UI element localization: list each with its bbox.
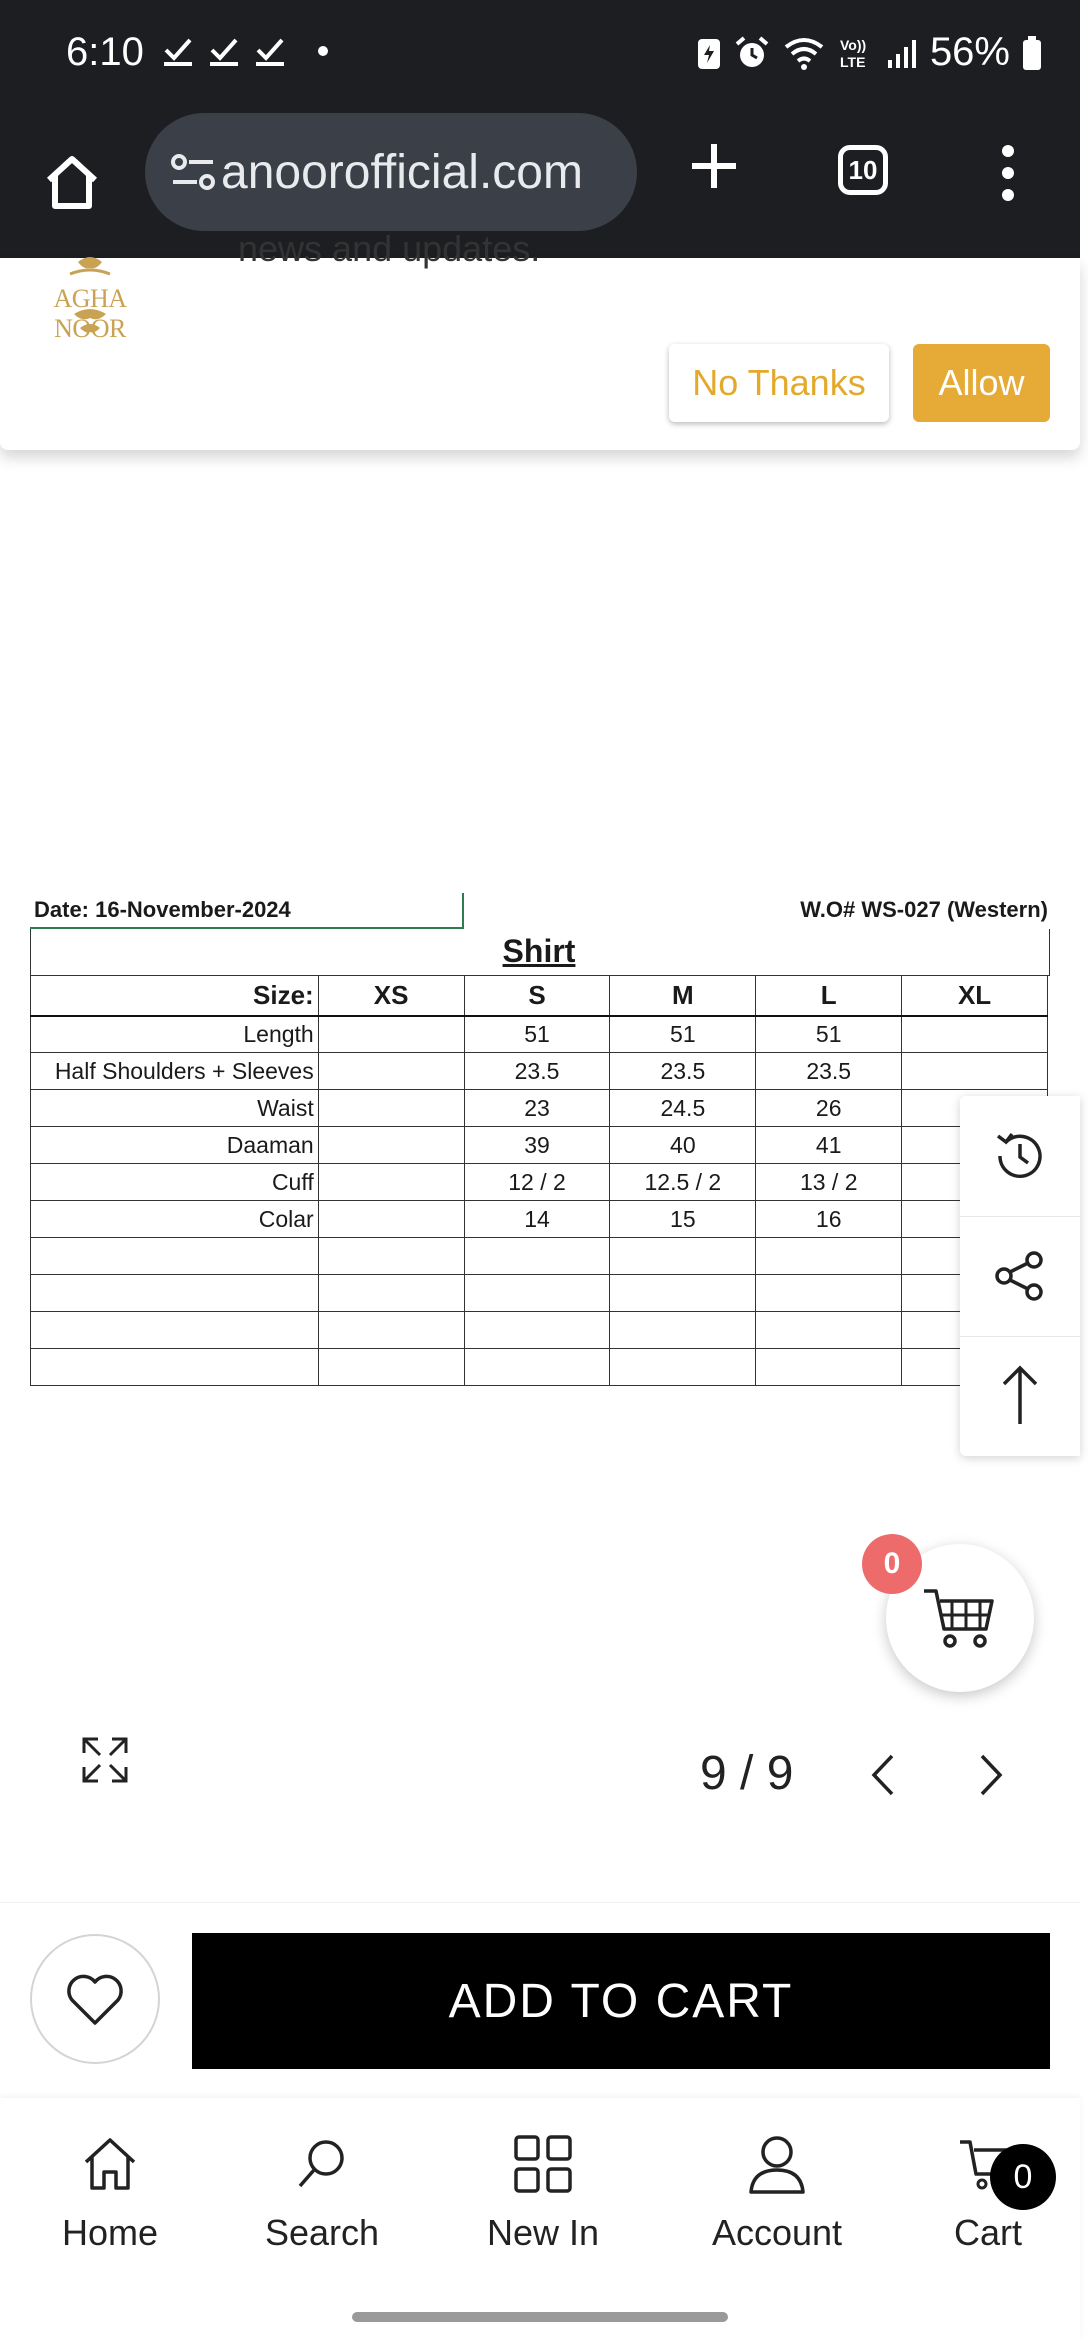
table-row [31,1164,1048,1201]
measurement-label [31,1275,319,1312]
size-header-cell: M [610,976,756,1016]
alarm-icon [734,35,770,71]
table-cell [318,1201,464,1238]
table-cell: 12.5 / 2 [610,1164,756,1201]
table-cell [610,1238,756,1275]
table-cell [464,1349,610,1386]
battery-saver-icon [696,35,722,71]
nav-new-in[interactable] [443,2134,643,2254]
table-cell [756,1238,902,1275]
size-header-cell: S [464,976,610,1016]
table-cell: 13 / 2 [756,1164,902,1201]
table-cell [902,1053,1048,1090]
user-icon [747,2134,807,2194]
table-cell: 40 [610,1127,756,1164]
table-cell: 26 [756,1090,902,1127]
measurement-label [31,1238,319,1275]
size-header-row [31,976,1048,1016]
expand-icon[interactable] [80,1735,130,1785]
gesture-navigation-bar[interactable] [352,2312,728,2322]
share-icon [992,1248,1048,1304]
floating-tools [960,1096,1080,1456]
share-button[interactable] [960,1216,1080,1337]
table-cell [902,1016,1048,1053]
check-notification-icon [208,36,240,66]
more-notifications-dot-icon [318,46,328,56]
push-prompt-text: news and updates. [238,228,541,269]
nav-label: Home [61,2212,159,2253]
url-text: anoorofficial.com [221,145,583,199]
table-cell: 39 [464,1127,610,1164]
table-cell: 51 [756,1016,902,1053]
svg-text:Vo)): Vo)) [839,36,867,53]
table-cell [318,1053,464,1090]
wifi-icon [782,35,826,71]
measurement-label: Daaman [31,1127,319,1164]
nav-label: Cart [953,2212,1022,2253]
system-status [696,30,1042,75]
table-cell: 41 [756,1127,902,1164]
measurement-label: Half Shoulders + Sleeves [31,1053,319,1090]
browser-home-button[interactable] [40,140,104,224]
table-cell [464,1312,610,1349]
size-chart-table [30,975,1048,1386]
grid-icon [513,2134,573,2194]
size-header-label: Size: [31,976,319,1016]
table-cell [318,1238,464,1275]
cell-selection-line [462,893,464,929]
table-cell: 51 [464,1016,610,1053]
size-chart-work-order: W.O# WS-027 (Western) [800,897,1048,922]
table-cell: 15 [610,1201,756,1238]
size-header-cell: XS [318,976,464,1016]
nav-home[interactable] [10,2134,210,2254]
notification-icons [162,36,328,66]
nav-label: Account [711,2212,843,2253]
wishlist-button[interactable] [30,1934,160,2064]
table-row [31,1053,1048,1090]
empty-table-row [31,1349,1048,1386]
allow-button[interactable]: Allow [913,344,1050,422]
site-settings-icon[interactable] [169,152,217,192]
tab-switcher-button[interactable]: 10 [838,145,888,195]
table-cell: 23.5 [464,1053,610,1090]
table-cell [756,1275,902,1312]
push-notification-prompt [0,228,1080,450]
table-cell [318,1090,464,1127]
home-icon [43,154,101,210]
address-bar[interactable] [145,113,637,231]
table-cell [756,1349,902,1386]
size-chart-image [30,893,1048,1411]
add-to-cart-button[interactable]: ADD TO CART [192,1933,1050,2069]
recently-viewed-button[interactable] [960,1096,1080,1217]
cart-icon [922,1585,998,1651]
empty-table-row [31,1275,1048,1312]
add-to-cart-bar [0,1902,1080,2099]
battery-icon [1022,36,1042,70]
table-cell: 12 / 2 [464,1164,610,1201]
search-icon [292,2134,352,2194]
table-cell [318,1275,464,1312]
status-bar [0,0,1080,110]
empty-table-row [31,1312,1048,1349]
table-cell: 23.5 [610,1053,756,1090]
new-tab-icon[interactable] [688,140,740,192]
table-cell [610,1349,756,1386]
volte-icon [838,35,874,71]
scroll-to-top-button[interactable] [960,1336,1080,1456]
nav-cart[interactable] [888,2134,1088,2254]
size-header-cell: XL [902,976,1048,1016]
logo-text: AGHA NOOR [53,284,127,343]
signal-icon [886,38,918,68]
table-cell: 16 [756,1201,902,1238]
table-cell: 23.5 [756,1053,902,1090]
measurement-label: Colar [31,1201,319,1238]
size-header-cell: L [756,976,902,1016]
chevron-left-icon[interactable] [866,1750,902,1800]
table-cell [318,1127,464,1164]
check-notification-icon [162,36,194,66]
nav-label: Search [264,2212,380,2253]
chevron-right-icon[interactable] [972,1750,1008,1800]
size-chart-title: Shirt [502,933,576,969]
history-icon [990,1126,1050,1186]
gallery-pager: 9 / 9 [700,1747,794,1800]
nav-label: New In [486,2212,600,2253]
table-row [31,1127,1048,1164]
measurement-label: Cuff [31,1164,319,1201]
table-cell [464,1238,610,1275]
table-cell [610,1275,756,1312]
table-cell: 14 [464,1201,610,1238]
table-cell [318,1016,464,1053]
table-cell: 51 [610,1016,756,1053]
bottom-navigation [0,2098,1080,2340]
home-icon [80,2134,140,2194]
table-row [31,1016,1048,1053]
heart-icon [64,1971,126,2027]
table-cell [318,1349,464,1386]
table-row [31,1090,1048,1127]
table-cell [464,1275,610,1312]
measurement-label: Waist [31,1090,319,1127]
nav-search[interactable] [222,2134,422,2254]
no-thanks-button[interactable]: No Thanks [669,344,889,422]
table-cell [756,1312,902,1349]
measurement-label [31,1312,319,1349]
measurement-label: Length [31,1016,319,1053]
nav-account[interactable] [677,2134,877,2254]
size-chart-date: Date: 16-November-2024 [34,897,291,922]
status-time: 6:10 [66,30,144,74]
floating-cart-count-badge: 0 [862,1534,922,1594]
check-notification-icon [254,36,286,66]
table-cell [318,1164,464,1201]
empty-table-row [31,1238,1048,1275]
svg-text:LTE: LTE [839,53,866,70]
measurement-label [31,1349,319,1386]
cart-count-badge: 0 [990,2144,1056,2210]
browser-menu-icon[interactable] [998,145,1018,201]
table-cell [318,1312,464,1349]
battery-percent: 56% [929,30,1010,74]
table-cell [610,1312,756,1349]
table-cell: 24.5 [610,1090,756,1127]
table-cell: 23 [464,1090,610,1127]
arrow-up-icon [1000,1364,1040,1428]
table-row [31,1201,1048,1238]
